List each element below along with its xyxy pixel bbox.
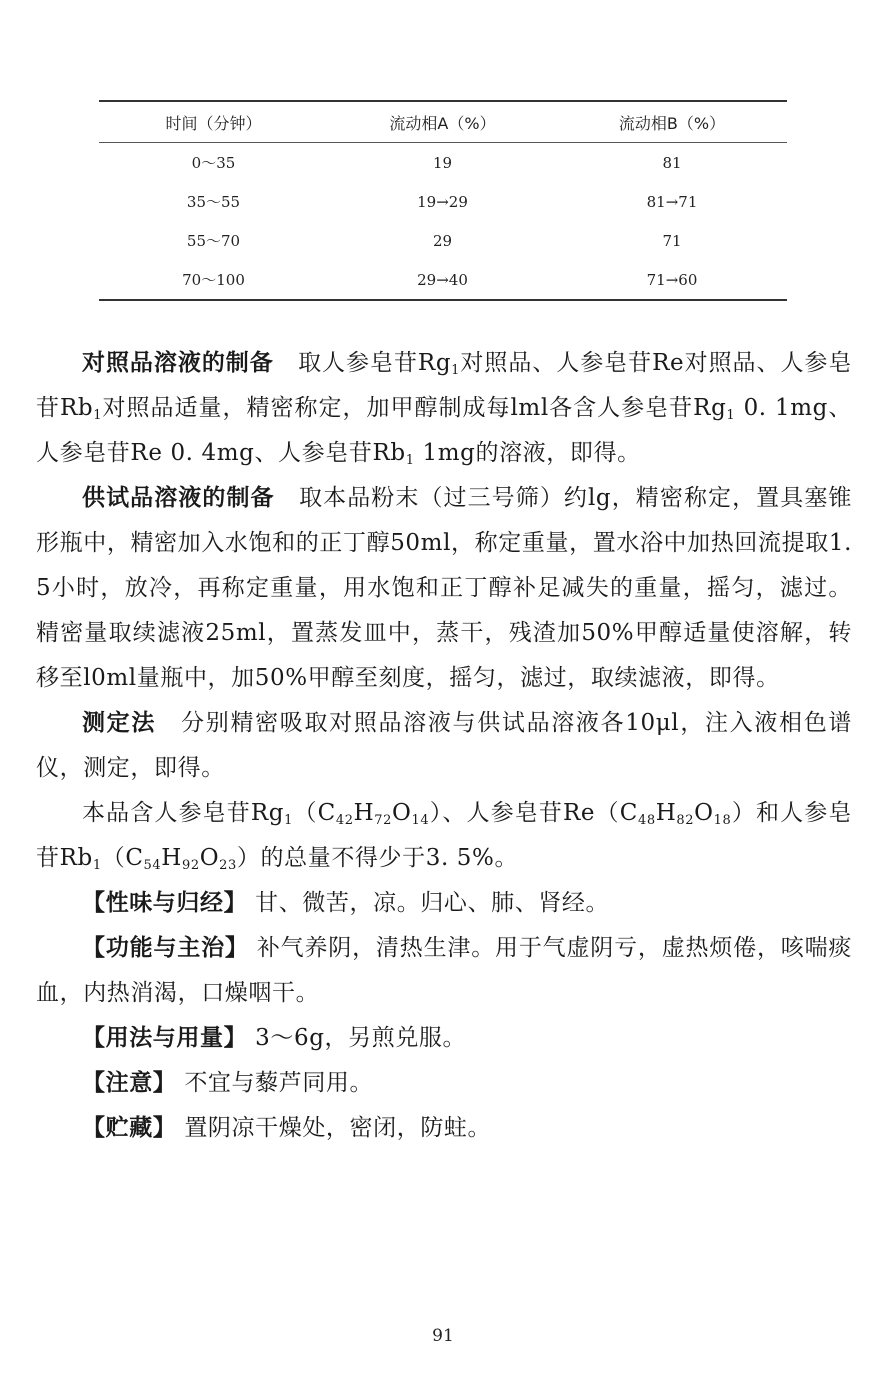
table-cell: 19→29 (417, 192, 468, 211)
table-cell: 70～100 (182, 271, 245, 289)
reference-solution-paragraph (36, 341, 852, 476)
table-row (99, 221, 787, 260)
paragraph-text: 不宜与藜芦同用。 (184, 1070, 374, 1096)
section-heading: 【功能与主治】 (82, 935, 249, 961)
section-heading: 【性味与归经】 (82, 890, 248, 916)
subscript: 42 (335, 813, 354, 828)
table-header-mobile-phase-b: 流动相B（%） (618, 113, 726, 133)
subscript: 1 (451, 363, 461, 378)
section-heading: 【注意】 (82, 1070, 177, 1096)
text-run: H (655, 800, 677, 826)
text-run: 对照品、人参皂苷Re对照品、人参皂苷Rb (36, 350, 852, 421)
table-cell: 71→60 (646, 270, 698, 289)
subscript: 82 (676, 813, 695, 828)
text-run: 0. 1mg、人参皂苷Re 0. 4mg、人参皂苷Rb (36, 395, 852, 466)
precautions-paragraph (36, 1061, 852, 1106)
table-cell: 35～55 (186, 193, 241, 211)
paragraph-text: 取本品粉末（过三号筛）约lg，精密称定，置具塞锥形瓶中，精密加入水饱和的正丁醇50ml，称定重量，置水浴中加热回流提取1. 5小时，放冷，再称定重量，用水饱和正丁醇补足减失的重量，摇匀，滤过。精密量取续滤液25ml，置蒸发皿中，蒸干，残渣加50%甲醇适量使溶解，转移至l0ml量瓶中，加50%甲醇至刻度，摇匀，滤过，取续滤液，即得。 (36, 485, 852, 691)
text-run: 1mg的溶液，即得。 (422, 440, 641, 466)
paragraph-text: 甘、微苦，凉。归心、肺、肾经。 (255, 890, 610, 916)
usage-dosage-paragraph (36, 1016, 852, 1061)
section-heading: 对照品溶液的制备 (82, 350, 274, 376)
content-requirement-paragraph (36, 791, 852, 881)
table-cell: 29 (432, 231, 453, 250)
table-cell: 81→71 (646, 192, 698, 211)
text-run: ）和人参皂苷Rb (36, 800, 852, 871)
subscript: 1 (284, 813, 293, 828)
paragraph-text: 置阴凉干燥处，密闭，防蛀。 (184, 1115, 492, 1141)
subscript: 1 (93, 408, 103, 423)
section-heading: 测定法 (82, 710, 157, 736)
subscript: 23 (219, 858, 237, 873)
subscript: 1 (726, 408, 736, 423)
table-cell: 29→40 (417, 270, 468, 289)
test-solution-paragraph (36, 476, 852, 701)
table-cell: 19 (432, 153, 453, 172)
table-cell: 55～70 (186, 232, 241, 250)
table-row (99, 143, 787, 183)
text-run: O (694, 800, 714, 826)
table-cell: 71 (662, 231, 682, 250)
subscript: 18 (713, 813, 732, 828)
text-run: ）、人参皂苷Re（C (429, 800, 638, 826)
functions-indications-paragraph (36, 926, 852, 1016)
table-header-mobile-phase-a: 流动相A（%） (389, 113, 496, 133)
paragraph-text: 3～6g，另煎兑服。 (255, 1025, 467, 1051)
text-run: O (199, 845, 220, 871)
text-run: （C (292, 800, 336, 826)
paragraph-text: 补气养阴，清热生津。用于气虚阴亏，虚热烦倦，咳喘痰血，内热消渴，口燥咽干。 (36, 935, 853, 1006)
gradient-table (99, 100, 787, 301)
subscript: 48 (637, 813, 656, 828)
section-heading: 【贮藏】 (82, 1115, 177, 1141)
subscript: 14 (411, 813, 430, 828)
storage-paragraph (36, 1106, 852, 1151)
text-run: H (161, 845, 182, 871)
table-cell: 0～35 (191, 154, 236, 172)
body-text (36, 341, 852, 1151)
subscript: 1 (405, 453, 415, 468)
subscript: 54 (143, 858, 162, 873)
nature-meridian-paragraph (36, 881, 852, 926)
table-header-time: 时间（分钟） (165, 113, 262, 133)
text-run: ）的总量不得少于3. 5%。 (236, 845, 519, 871)
assay-method-paragraph (36, 701, 852, 791)
section-heading: 供试品溶液的制备 (82, 485, 275, 511)
page-number: 91 (432, 1326, 454, 1346)
table-header-row (99, 101, 787, 143)
table-row (99, 182, 787, 221)
text-run: （C (101, 845, 144, 871)
subscript: 1 (92, 858, 102, 873)
subscript: 92 (181, 858, 200, 873)
section-heading: 【用法与用量】 (82, 1025, 248, 1051)
text-run: 本品含人参皂苷Rg (82, 800, 285, 826)
table-row (99, 260, 787, 300)
table-cell: 81 (662, 153, 682, 172)
text-run: O (392, 800, 412, 826)
paragraph-text: 分别精密吸取对照品溶液与供试品溶液各10μl，注入液相色谱仪，测定，即得。 (36, 710, 852, 781)
text-run: 取人参皂苷Rg (297, 350, 452, 376)
subscript: 72 (374, 813, 393, 828)
text-run: 对照品适量，精密称定，加甲醇制成每lml各含人参皂苷Rg (102, 395, 727, 421)
text-run: H (353, 800, 375, 826)
